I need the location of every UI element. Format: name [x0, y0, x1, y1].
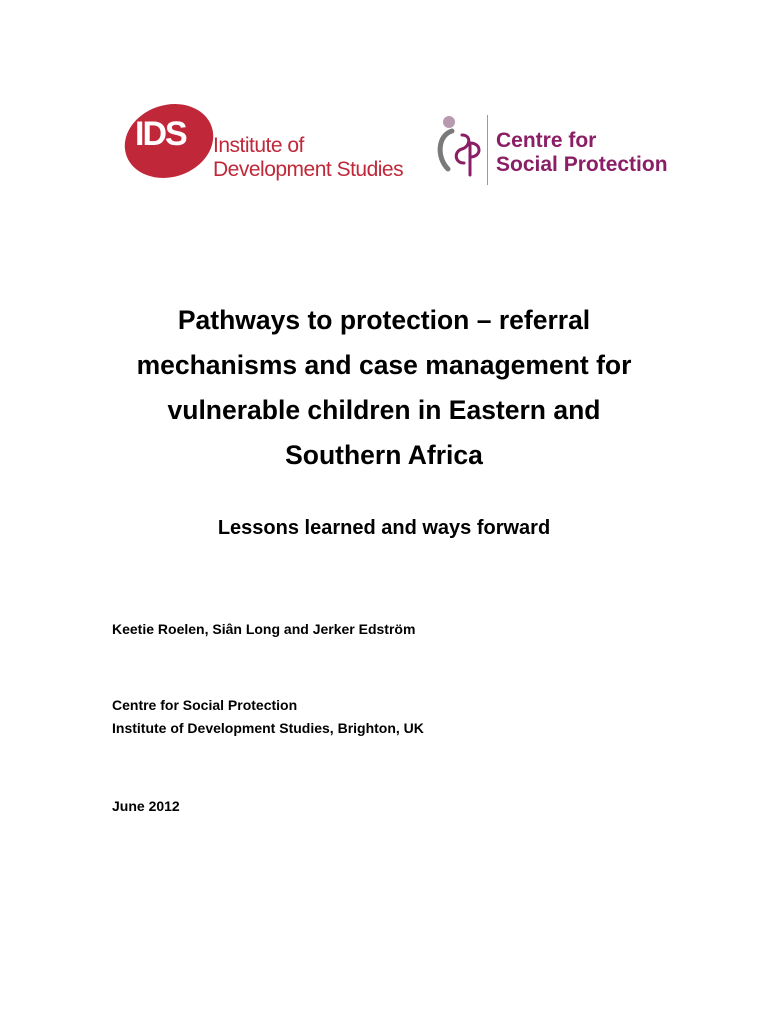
title-line-3: vulnerable children in Eastern and — [167, 395, 601, 425]
organisation-line-1: Centre for Social Protection — [112, 697, 298, 713]
logo-bar — [0, 0, 768, 200]
title-line-1: Pathways to protection – referral — [177, 305, 591, 335]
csp-name-line1: Centre for — [496, 129, 597, 152]
csp-divider — [487, 115, 488, 185]
title-line-2: mechanisms and case management for — [136, 350, 632, 380]
ids-name-line2: Development Studies — [213, 158, 404, 181]
organisation-line-2: Institute of Development Studies, Brighton, UK — [112, 720, 424, 736]
document-title — [84, 298, 684, 478]
publication-date: June 2012 — [112, 798, 180, 814]
csp-name-line2: Social Protection — [496, 153, 668, 176]
csp-figure-icon — [436, 113, 486, 185]
ids-name-line1: Institute of — [213, 134, 304, 157]
csp-logo-name — [496, 129, 668, 177]
csp-logo — [436, 113, 686, 188]
authors: Keetie Roelen, Siân Long and Jerker Edström — [112, 621, 416, 637]
ids-logo — [123, 100, 404, 190]
title-line-4: Southern Africa — [285, 440, 483, 470]
ids-logo-letters: IDS — [135, 115, 186, 153]
document-subtitle: Lessons learned and ways forward — [217, 517, 551, 539]
ids-logo-name — [213, 134, 403, 182]
